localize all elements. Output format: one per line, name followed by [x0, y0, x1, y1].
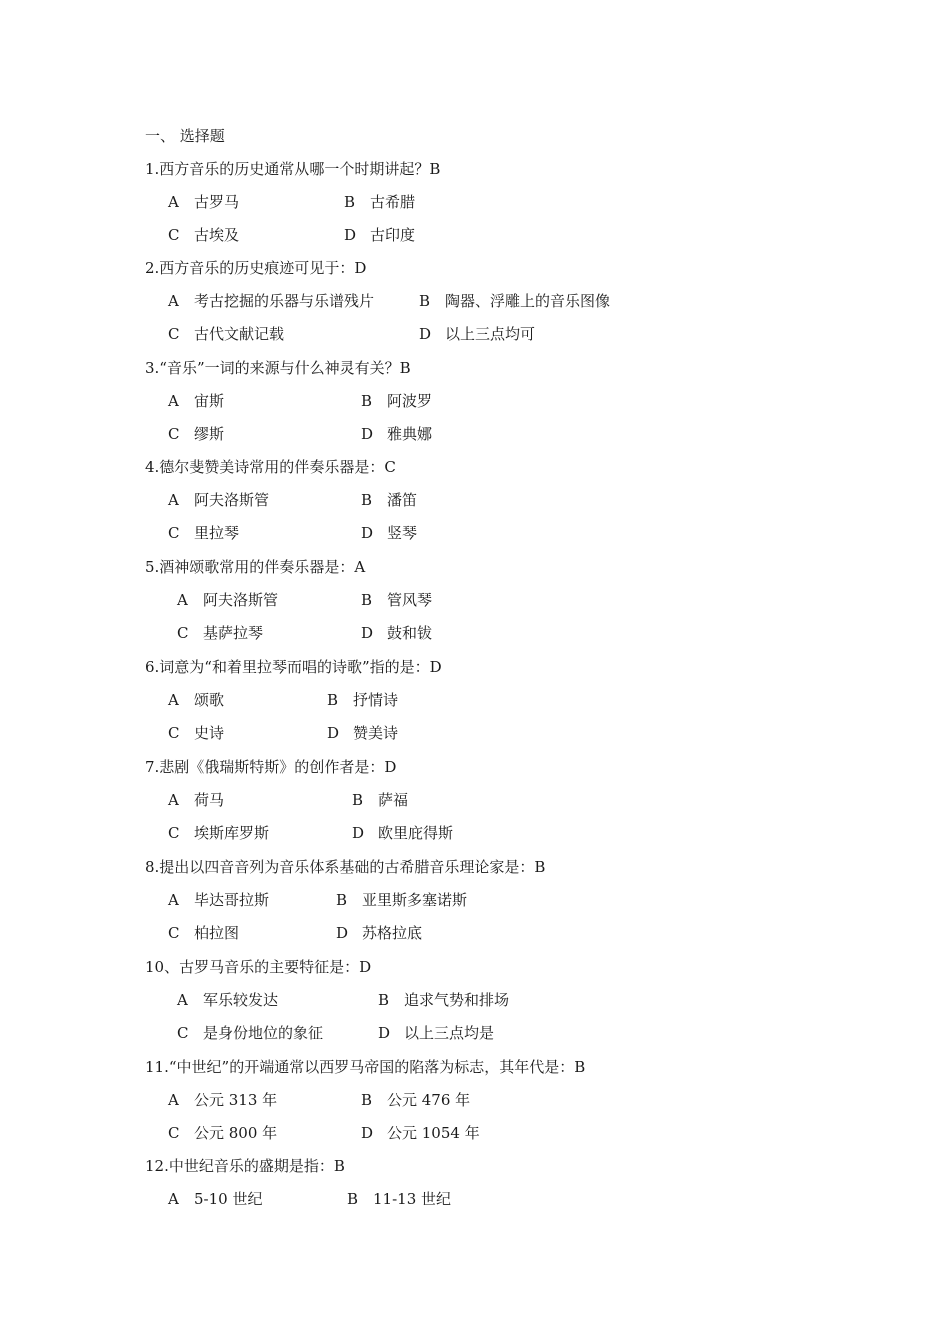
option-1b: B 古希腊 — [344, 193, 416, 211]
question-1: 1.西方音乐的历史通常从哪一个时期讲起？B — [145, 160, 441, 178]
question-5: 5.酒神颂歌常用的伴奏乐器是：A — [145, 558, 366, 576]
option-11a: A 公元 313 年 — [168, 1091, 278, 1109]
option-1c: C 古埃及 — [168, 226, 240, 244]
question-10: 10、古罗马音乐的主要特征是：D — [145, 958, 372, 976]
option-10d: D 以上三点均是 — [378, 1024, 495, 1042]
option-4d: D 竖琴 — [361, 524, 418, 542]
option-6c: C 史诗 — [168, 724, 225, 742]
option-3d: D 雅典娜 — [361, 425, 433, 443]
question-3: 3.“音乐”一词的来源与什么神灵有关？B — [145, 359, 411, 377]
question-4: 4.德尔斐赞美诗常用的伴奏乐器是：C — [145, 458, 396, 476]
option-11c: C 公元 800 年 — [168, 1124, 278, 1142]
option-2d: D 以上三点均可 — [419, 325, 536, 343]
option-10b: B 追求气势和排场 — [378, 991, 510, 1009]
option-7a: A 荷马 — [168, 791, 225, 809]
option-6d: D 赞美诗 — [327, 724, 399, 742]
option-2c: C 古代文献记载 — [168, 325, 285, 343]
option-3a: A 宙斯 — [168, 392, 225, 410]
option-3c: C 缪斯 — [168, 425, 225, 443]
option-12b: B 11-13 世纪 — [347, 1190, 452, 1208]
option-7c: C 埃斯库罗斯 — [168, 824, 270, 842]
option-7d: D 欧里庇得斯 — [352, 824, 454, 842]
option-10c: C 是身份地位的象征 — [177, 1024, 324, 1042]
option-2b: B 陶器、浮雕上的音乐图像 — [419, 292, 611, 310]
question-7: 7.悲剧《俄瑞斯特斯》的创作者是：D — [145, 758, 397, 776]
option-7b: B 萨福 — [352, 791, 409, 809]
option-8c: C 柏拉图 — [168, 924, 240, 942]
option-6a: A 颂歌 — [168, 691, 225, 709]
option-4a: A 阿夫洛斯管 — [168, 491, 270, 509]
option-12a: A 5-10 世纪 — [168, 1190, 263, 1208]
option-6b: B 抒情诗 — [327, 691, 399, 709]
option-8d: D 苏格拉底 — [336, 924, 423, 942]
option-5c: C 基萨拉琴 — [177, 624, 264, 642]
question-2: 2.西方音乐的历史痕迹可见于：D — [145, 259, 367, 277]
option-1a: A 古罗马 — [168, 193, 240, 211]
question-11: 11.“中世纪”的开端通常以西罗马帝国的陷落为标志，其年代是：B — [145, 1058, 586, 1076]
option-4c: C 里拉琴 — [168, 524, 240, 542]
option-8b: B 亚里斯多塞诺斯 — [336, 891, 468, 909]
option-3b: B 阿波罗 — [361, 392, 433, 410]
option-4b: B 潘笛 — [361, 491, 418, 509]
option-8a: A 毕达哥拉斯 — [168, 891, 270, 909]
option-2a: A 考古挖掘的乐器与乐谱残片 — [168, 292, 375, 310]
section-title: 一、 选择题 — [145, 127, 225, 145]
option-5a: A 阿夫洛斯管 — [177, 591, 279, 609]
option-5d: D 鼓和钹 — [361, 624, 433, 642]
option-11b: B 公元 476 年 — [361, 1091, 471, 1109]
option-11d: D 公元 1054 年 — [361, 1124, 480, 1142]
option-10a: A 军乐较发达 — [177, 991, 279, 1009]
question-12: 12.中世纪音乐的盛期是指：B — [145, 1157, 345, 1175]
option-5b: B 管风琴 — [361, 591, 433, 609]
question-8: 8.提出以四音音列为音乐体系基础的古希腊音乐理论家是：B — [145, 858, 546, 876]
question-6: 6.词意为“和着里拉琴而唱的诗歌”指的是：D — [145, 658, 442, 676]
option-1d: D 古印度 — [344, 226, 416, 244]
